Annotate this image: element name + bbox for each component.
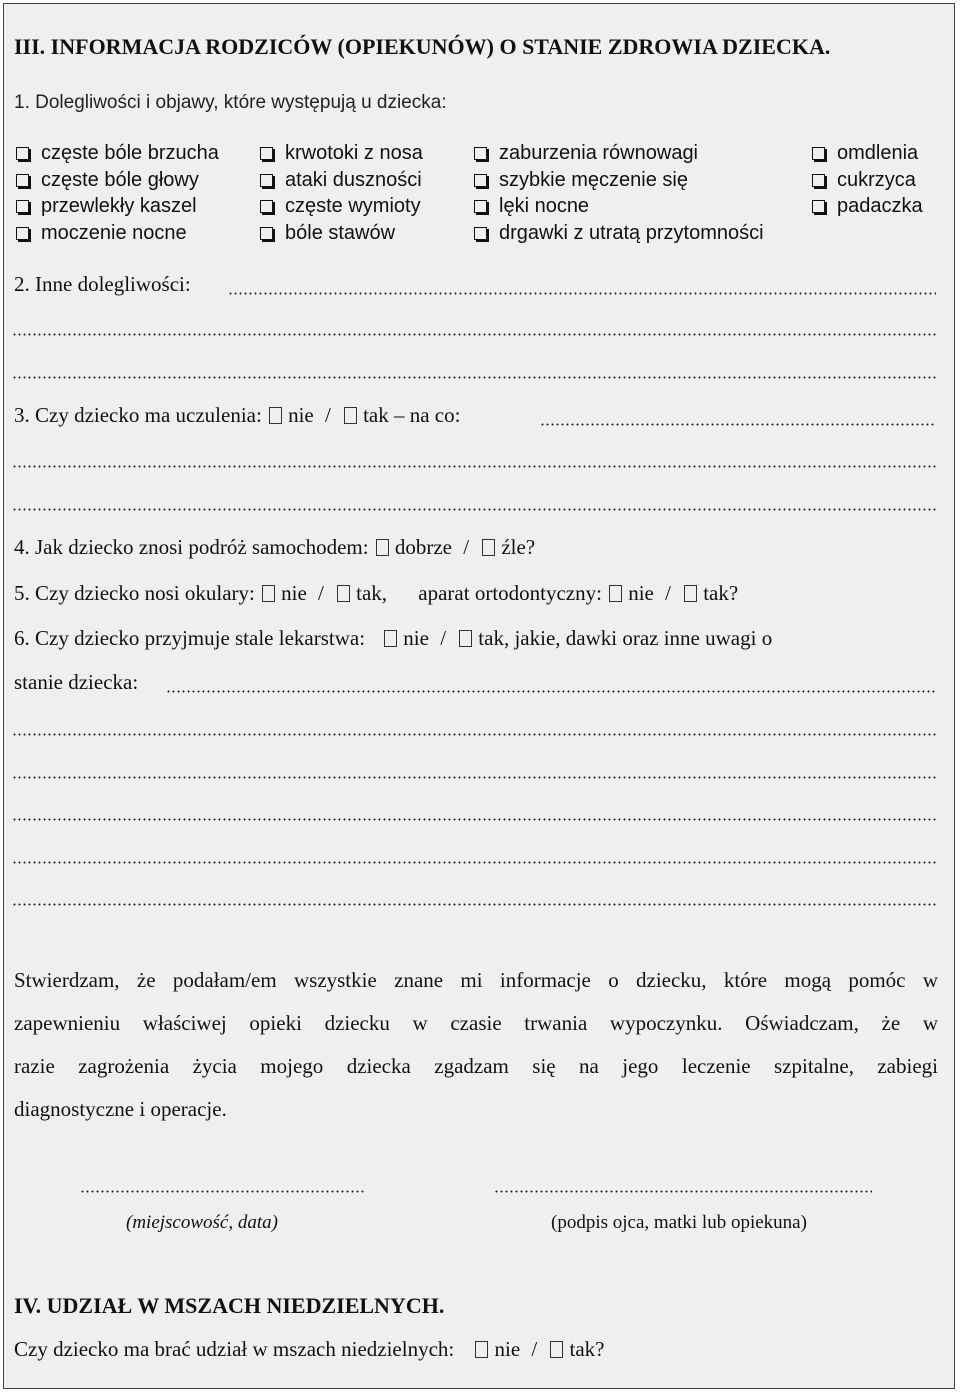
checkbox[interactable] [812, 174, 825, 187]
symptoms-column-1 [16, 140, 219, 247]
checkbox[interactable] [474, 227, 487, 240]
section-4-title: IV. UDZIAŁ W MSZACH NIEDZIELNYCH. [14, 1293, 445, 1318]
symptom-item: szybkie męczenie się [474, 167, 764, 194]
checkbox[interactable] [16, 147, 29, 160]
symptom-item: bóle stawów [260, 220, 423, 247]
q1-label: 1. Dolegliwości i objawy, które występują u dziecka: [14, 92, 447, 113]
checkbox-good[interactable] [376, 539, 389, 556]
checkbox[interactable] [16, 174, 29, 187]
checkbox-braces-yes[interactable] [684, 585, 697, 602]
checkbox[interactable] [474, 200, 487, 213]
checkbox[interactable] [260, 174, 273, 187]
answer-line[interactable] [166, 690, 936, 693]
q3-question: 3. Czy dziecko ma uczulenia: nie / tak – na co: [14, 403, 461, 427]
symptom-item: cukrzyca [812, 167, 923, 194]
declaration-line: diagnostyczne i operacje. [14, 1097, 227, 1121]
checkbox[interactable] [812, 147, 825, 160]
place-date-line[interactable] [80, 1190, 366, 1193]
q2-label: 2. Inne dolegliwości: [14, 272, 191, 296]
symptom-item: częste bóle głowy [16, 167, 219, 194]
checkbox-no[interactable] [269, 407, 282, 424]
symptom-item: ataki duszności [260, 167, 423, 194]
declaration-line: razie zagrożenia życia mojego dziecka zgadzam się na jego leczenie szpitalne, zabiegi [14, 1054, 938, 1078]
checkbox[interactable] [16, 200, 29, 213]
q5-question: 5. Czy dziecko nosi okulary: nie / tak, aparat ortodontyczny: nie / tak? [14, 581, 739, 605]
answer-line[interactable] [12, 465, 936, 468]
answer-line[interactable] [12, 508, 936, 511]
answer-line[interactable] [12, 733, 936, 736]
checkbox-yes[interactable] [344, 407, 357, 424]
checkbox[interactable] [812, 200, 825, 213]
symptom-item: częste wymioty [260, 193, 423, 220]
q6-question: 6. Czy dziecko przyjmuje stale lekarstwa: nie / tak, jakie, dawki oraz inne uwagi o [14, 626, 773, 650]
symptom-item: padaczka [812, 193, 923, 220]
checkbox-glasses-no[interactable] [262, 585, 275, 602]
checkbox-mass-no[interactable] [475, 1341, 488, 1358]
declaration-line: Stwierdzam, że podałam/em wszystkie znane mi informacje o dziecku, które mogą pomóc w [14, 968, 938, 992]
symptoms-column-3 [474, 140, 764, 247]
checkbox-mass-yes[interactable] [550, 1341, 563, 1358]
answer-line[interactable] [12, 903, 936, 906]
symptom-item: drgawki z utratą przytomności [474, 220, 764, 247]
answer-line[interactable] [12, 333, 936, 336]
symptom-item: przewlekły kaszel [16, 193, 219, 220]
symptom-item: lęki nocne [474, 193, 764, 220]
checkbox[interactable] [260, 147, 273, 160]
answer-line[interactable] [228, 292, 936, 295]
answer-line[interactable] [12, 818, 936, 821]
place-date-caption: (miejscowość, data) [126, 1212, 278, 1233]
checkbox-bad[interactable] [482, 539, 495, 556]
checkbox[interactable] [16, 227, 29, 240]
answer-line[interactable] [12, 861, 936, 864]
symptoms-column-4 [812, 140, 923, 220]
symptom-item: krwotoki z nosa [260, 140, 423, 167]
mass-question: Czy dziecko ma brać udział w mszach niedzielnych: nie / tak? [14, 1337, 605, 1361]
symptom-item: omdlenia [812, 140, 923, 167]
checkbox[interactable] [474, 174, 487, 187]
answer-line[interactable] [12, 776, 936, 779]
symptom-item: zaburzenia równowagi [474, 140, 764, 167]
symptom-item: częste bóle brzucha [16, 140, 219, 167]
checkbox-glasses-yes[interactable] [337, 585, 350, 602]
checkbox[interactable] [474, 147, 487, 160]
checkbox-meds-yes[interactable] [459, 630, 472, 647]
declaration-line: zapewnieniu właściwej opieki dziecku w czasie trwania wypoczynku. Oświadczam, że w [14, 1011, 938, 1035]
symptom-item: moczenie nocne [16, 220, 219, 247]
answer-line[interactable] [540, 423, 936, 426]
checkbox[interactable] [260, 200, 273, 213]
q4-question: 4. Jak dziecko znosi podróż samochodem: dobrze / źle? [14, 535, 536, 559]
signature-caption: (podpis ojca, matki lub opiekuna) [551, 1212, 807, 1233]
checkbox[interactable] [260, 227, 273, 240]
answer-line[interactable] [12, 376, 936, 379]
checkbox-braces-no[interactable] [609, 585, 622, 602]
q6-line2: stanie dziecka: [14, 670, 139, 694]
section-3-title: III. INFORMACJA RODZICÓW (OPIEKUNÓW) O STANIE ZDROWIA DZIECKA. [14, 34, 831, 59]
signature-line[interactable] [494, 1190, 872, 1193]
symptoms-column-2 [260, 140, 423, 247]
checkbox-meds-no[interactable] [384, 630, 397, 647]
